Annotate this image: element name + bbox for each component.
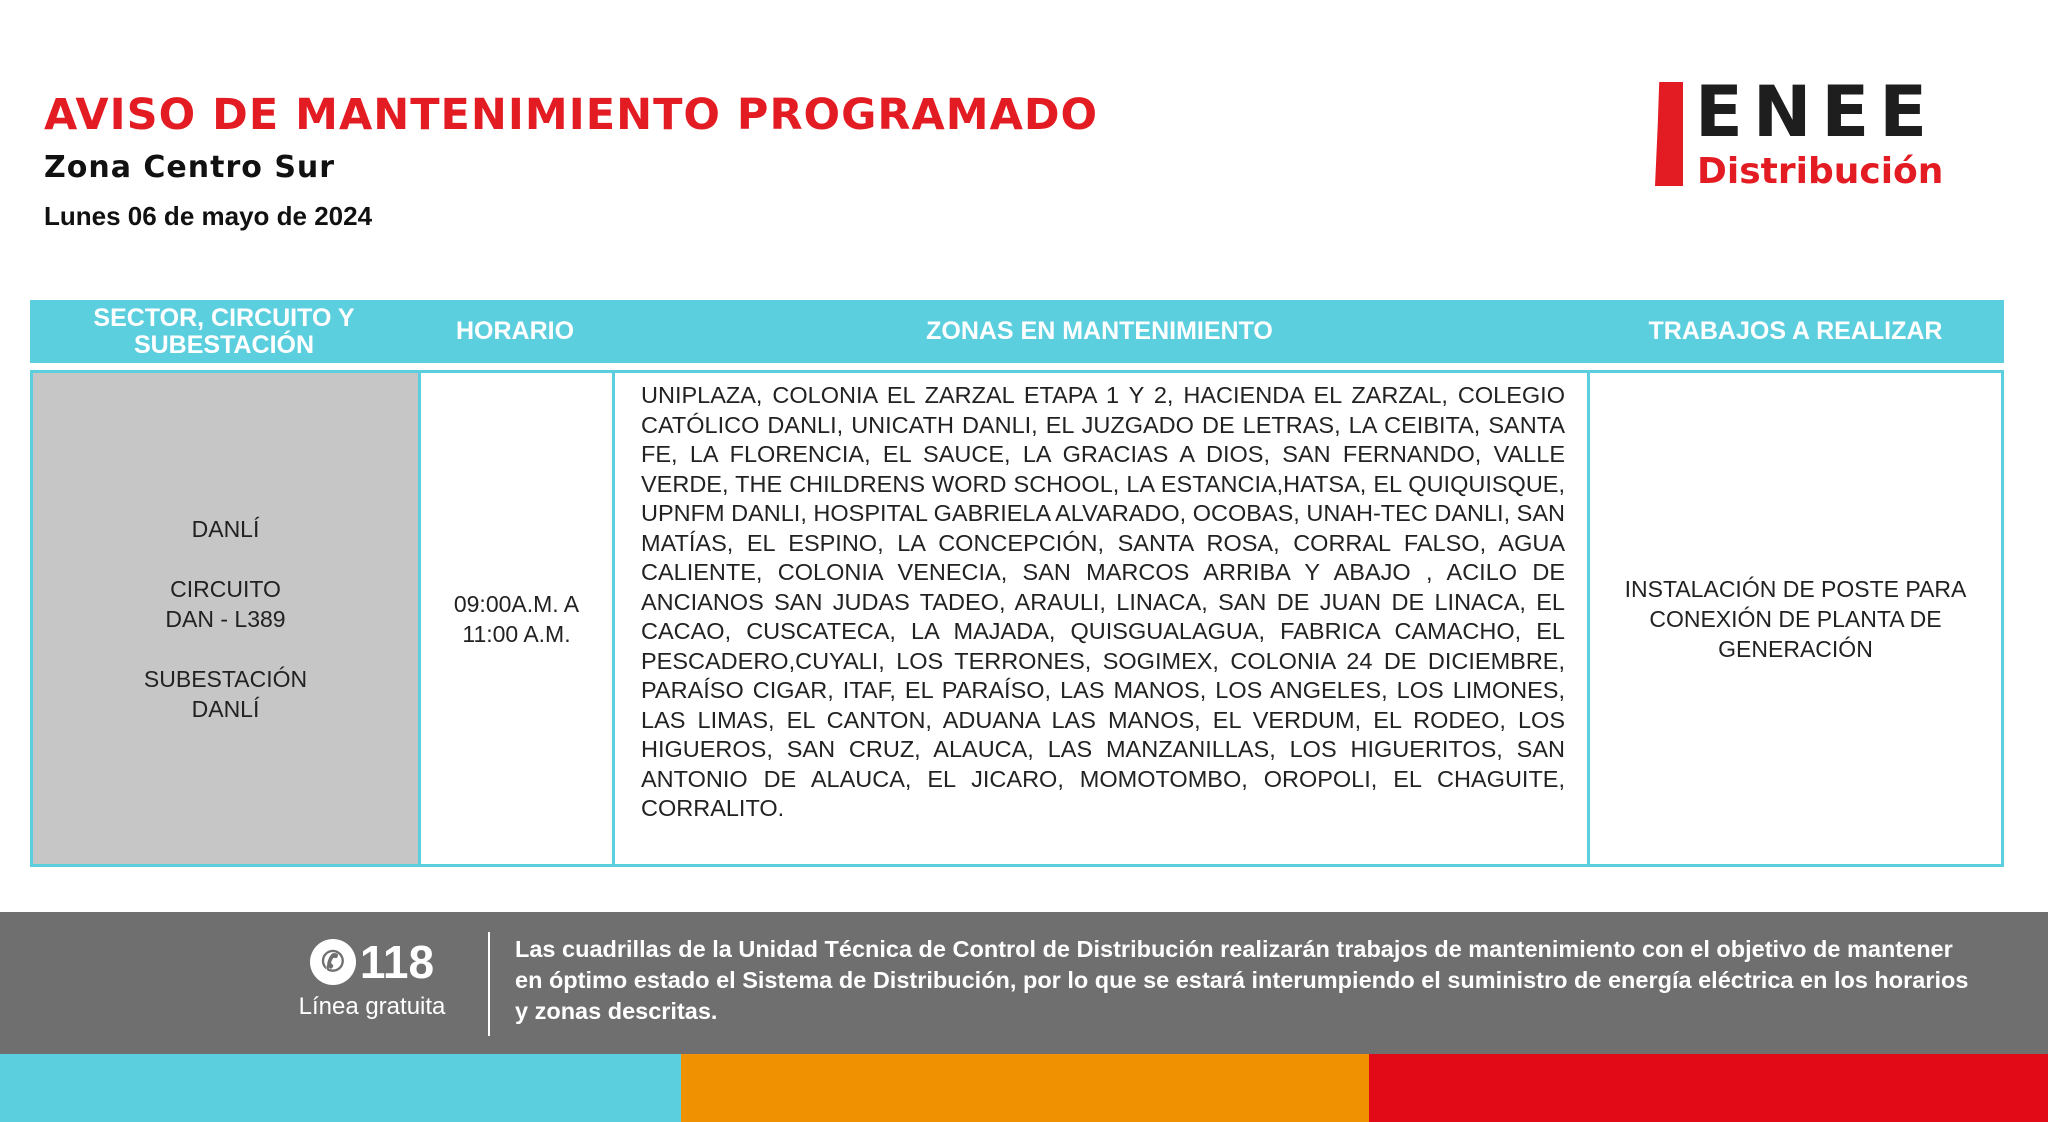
column-header-trabajos: TRABAJOS A REALIZAR xyxy=(1587,300,2004,363)
trabajos: INSTALACIÓN DE POSTE PARA CONEXIÓN DE PLANTA DE GENERACIÓN xyxy=(1624,575,1967,662)
subestacion: DANLÍ xyxy=(191,695,260,722)
stripe-cyan xyxy=(0,1054,681,1122)
phone-label: Línea gratuita xyxy=(298,993,446,1020)
enee-logo xyxy=(1655,71,2000,192)
horario-cell xyxy=(418,370,615,867)
trabajos-cell xyxy=(1587,370,2004,867)
logo-mark-icon xyxy=(1655,82,1683,186)
sector: DANLÍ xyxy=(191,515,260,542)
zonas-cell xyxy=(612,370,1590,867)
footer-notice: Las cuadrillas de la Unidad Técnica de Control de Distribución realizarán trabajos de mantenimiento con el objetivo de mantener en óptimo estado el Sistema de Distribución, por lo que se estará interumpiendo el suministro de energía eléctrica en los horarios y zonas descritas. xyxy=(515,936,1969,1024)
sector-cell xyxy=(30,370,421,867)
footer-banner xyxy=(0,912,2048,1054)
stripe-orange xyxy=(681,1054,1369,1122)
toll-free-line xyxy=(292,936,452,1022)
subestacion-label: SUBESTACIÓN xyxy=(143,665,308,692)
phone-number: 118 xyxy=(359,936,435,988)
zonas-list: UNIPLAZA, COLONIA EL ZARZAL ETAPA 1 Y 2, HACIENDA EL ZARZAL, COLEGIO CATÓLICO DANLI, UNICATH DANLI, EL JUZGADO DE LETRAS, LA CEIBITA, SANTA FE, LA FLORENCIA, EL SAUCE, LA GRACIAS A DIOS, SAN FERNANDO, VALLE VERDE, THE CHILDRENS WORD SCHOOL, LA ESTANCIA,HATSA, EL QUIQUISQUE, UPNFM DANLI, HOSPITAL GABRIELA ALVARADO, OCOBAS, UNAH-TEC DANLI, SAN MATÍAS, EL ESPINO, LA CONCEPCIÓN, SANTA ROSA, CORRAL FALSO, AGUA CALIENTE, COLONIA VENECIA, SAN MARCOS ARRIBA Y ABAJO , ACILO DE ANCIANOS SAN JUDAS TADEO, ARAULI, LINACA, SAN DE JUAN DE LINACA, EL CACAO, CUSCATECA, LA MAJADA, QUISGUALAGUA, FABRICA CAMACHO, EL PESCADERO,CUYALI, LOS TERRONES, SOGIMEX, COLONIA 24 DE DICIEMBRE, PARAÍSO CIGAR, ITAF, EL PARAÍSO, LAS MANOS, LOS ANGELES, LOS LIMONES, LAS LIMAS, EL CANTON, ADUANA LAS MANOS, EL VERDUM, EL RODEO, LOS HIGUEROS, SAN CRUZ, ALAUCA, LAS MANZANILLAS, LOS HIGUERITOS, SAN ANTONIO DE ALAUCA, EL JICARO, MOMOTOMBO, OROPOLI, EL CHAGUITE, CORRALITO. xyxy=(641,382,1565,821)
page-title: AVISO DE MANTENIMIENTO PROGRAMADO xyxy=(44,90,1099,140)
column-header-sector: SECTOR, CIRCUITO Y SUBESTACIÓN xyxy=(30,300,418,363)
circuito-label: CIRCUITO xyxy=(170,575,281,602)
column-header-horario: HORARIO xyxy=(418,300,612,363)
horario-inicio: 09:00A.M. A xyxy=(453,590,580,617)
logo-subtext: Distribución xyxy=(1697,151,1944,192)
zone-subtitle: Zona Centro Sur xyxy=(44,150,336,185)
column-header-zonas: ZONAS EN MANTENIMIENTO xyxy=(612,300,1587,363)
divider xyxy=(488,932,490,1036)
circuito: DAN - L389 xyxy=(165,605,286,632)
horario-fin: 11:00 A.M. xyxy=(462,620,571,647)
stripe-red xyxy=(1369,1054,2048,1122)
phone-icon: ✆ xyxy=(310,939,356,985)
date: Lunes 06 de mayo de 2024 xyxy=(44,201,373,231)
logo-text: ENEE xyxy=(1695,71,1938,153)
